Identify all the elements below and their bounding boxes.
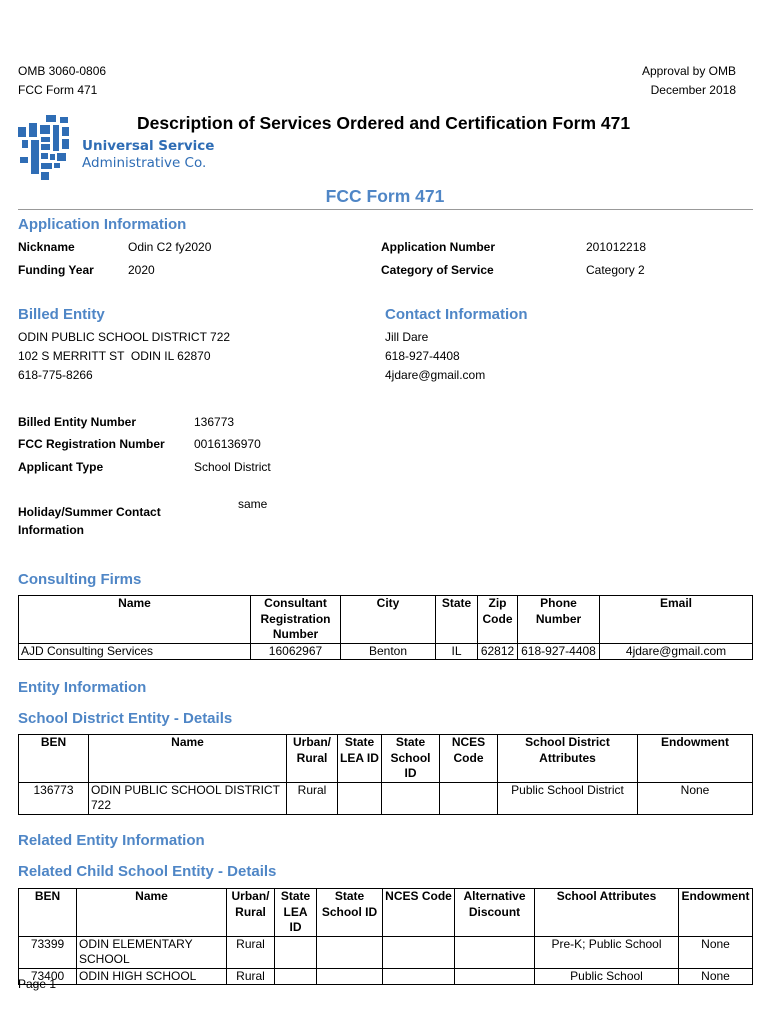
category-label: Category of Service	[381, 263, 494, 277]
col-state-school-id: State School ID	[382, 735, 440, 783]
related-entity-heading: Related Entity Information	[18, 832, 205, 849]
form-label: FCC Form 471	[18, 83, 98, 97]
cell-state-lea-id	[275, 968, 317, 985]
cell-ben: 136773	[19, 782, 89, 814]
col-state-lea-id: State LEA ID	[275, 889, 317, 937]
approval-date: December 2018	[650, 83, 736, 97]
cell-alternative-discount	[455, 936, 535, 968]
entity-info-heading: Entity Information	[18, 679, 147, 696]
contact-info-heading: Contact Information	[385, 306, 528, 323]
related-child-table	[18, 888, 753, 985]
cell-ben: 73400	[19, 968, 77, 985]
related-child-heading: Related Child School Entity - Details	[18, 863, 277, 880]
cell-school-attributes: Public School	[535, 968, 679, 985]
form-heading: FCC Form 471	[325, 186, 445, 206]
cell-state-lea-id	[338, 782, 382, 814]
usac-logo-mark	[16, 113, 86, 185]
billed-entity-name: ODIN PUBLIC SCHOOL DISTRICT 722	[18, 330, 231, 344]
applicant-type-value: School District	[194, 460, 271, 474]
holiday-contact-label-1: Holiday/Summer Contact	[18, 505, 161, 519]
billed-entity-heading: Billed Entity	[18, 306, 105, 323]
cell-state-lea-id	[275, 936, 317, 968]
holiday-contact-value: same	[238, 497, 268, 511]
cell-urban-rural: Rural	[287, 782, 338, 814]
cell-urban-rural: Rural	[227, 968, 275, 985]
col-name: Name	[89, 735, 287, 783]
col-phone: Phone Number	[518, 596, 600, 644]
cell-endowment: None	[638, 782, 753, 814]
nickname-value: Odin C2 fy2020	[128, 240, 212, 254]
cell-state-school-id	[382, 782, 440, 814]
col-state-lea-id: State LEA ID	[338, 735, 382, 783]
cell-school-attributes: Pre-K; Public School	[535, 936, 679, 968]
cell-nces-code	[383, 968, 455, 985]
col-state: State	[436, 596, 478, 644]
cell-name: ODIN PUBLIC SCHOOL DISTRICT 722	[89, 782, 287, 814]
col-ben: BEN	[19, 735, 89, 783]
cell-registration: 16062967	[251, 643, 341, 660]
col-endowment: Endowment	[638, 735, 753, 783]
category-value: Category 2	[586, 263, 645, 277]
cell-urban-rural: Rural	[227, 936, 275, 968]
logo-line-2: Administrative Co.	[82, 155, 207, 171]
table-row	[19, 782, 753, 814]
funding-year-value: 2020	[128, 263, 155, 277]
contact-phone: 618-927-4408	[385, 349, 460, 363]
omb-number: OMB 3060-0806	[18, 64, 107, 78]
school-district-heading: School District Entity - Details	[18, 710, 233, 727]
cell-email: 4jdare@gmail.com	[600, 643, 753, 660]
funding-year-label: Funding Year	[18, 263, 94, 277]
cell-name: ODIN ELEMENTARY SCHOOL	[77, 936, 227, 968]
col-state-school-id: State School ID	[317, 889, 383, 937]
application-number-value: 201012218	[586, 240, 647, 254]
billed-entity-phone: 618-775-8266	[18, 368, 93, 382]
cell-nces-code	[383, 936, 455, 968]
cell-district-attributes: Public School District	[498, 782, 638, 814]
cell-state: IL	[436, 643, 478, 660]
consulting-firms-table	[18, 595, 753, 660]
consulting-firms-heading: Consulting Firms	[18, 571, 142, 588]
cell-alternative-discount	[455, 968, 535, 985]
cell-zip: 62812	[478, 643, 518, 660]
table-row	[19, 643, 753, 660]
cell-name: ODIN HIGH SCHOOL	[77, 968, 227, 985]
applicant-type-label: Applicant Type	[18, 460, 104, 474]
logo-line-1: Universal Service	[82, 138, 215, 154]
table-header-row	[19, 735, 753, 783]
page-number: Page 1	[18, 977, 57, 991]
col-nces-code: NCES Code	[383, 889, 455, 937]
col-name: Name	[19, 596, 251, 644]
cell-endowment: None	[679, 936, 753, 968]
cell-ben: 73399	[19, 936, 77, 968]
table-row	[19, 968, 753, 985]
document-title: Description of Services Ordered and Certification Form 471	[137, 113, 631, 133]
table-header-row	[19, 889, 753, 937]
col-school-attributes: School Attributes	[535, 889, 679, 937]
col-city: City	[341, 596, 436, 644]
table-header-row	[19, 596, 753, 644]
divider	[18, 209, 753, 210]
col-urban-rural: Urban/ Rural	[287, 735, 338, 783]
cell-state-school-id	[317, 968, 383, 985]
cell-nces-code	[440, 782, 498, 814]
cell-phone: 618-927-4408	[518, 643, 600, 660]
fcc-registration-value: 0016136970	[194, 437, 261, 451]
approval-text: Approval by OMB	[641, 64, 736, 78]
contact-email: 4jdare@gmail.com	[385, 368, 486, 382]
nickname-label: Nickname	[18, 240, 75, 254]
col-endowment: Endowment	[679, 889, 753, 937]
col-nces-code: NCES Code	[440, 735, 498, 783]
school-district-table	[18, 734, 753, 815]
application-number-label: Application Number	[381, 240, 496, 254]
ben-value: 136773	[194, 415, 235, 429]
col-zip: Zip Code	[478, 596, 518, 644]
cell-name: AJD Consulting Services	[19, 643, 251, 660]
col-ben: BEN	[19, 889, 77, 937]
col-district-attributes: School District Attributes	[498, 735, 638, 783]
cell-state-school-id	[317, 936, 383, 968]
col-name: Name	[77, 889, 227, 937]
col-urban-rural: Urban/ Rural	[227, 889, 275, 937]
application-info-heading: Application Information	[18, 216, 187, 233]
billed-entity-address: 102 S MERRITT ST ODIN IL 62870	[18, 349, 211, 363]
cell-endowment: None	[679, 968, 753, 985]
holiday-contact-label-2: Information	[18, 523, 84, 537]
table-row	[19, 936, 753, 968]
col-alternative-discount: Alternative Discount	[455, 889, 535, 937]
ben-label: Billed Entity Number	[18, 415, 137, 429]
col-consultant-registration: Consultant Registration Number	[251, 596, 341, 644]
cell-city: Benton	[341, 643, 436, 660]
contact-name: Jill Dare	[385, 330, 429, 344]
fcc-registration-label: FCC Registration Number	[18, 437, 165, 451]
col-email: Email	[600, 596, 753, 644]
